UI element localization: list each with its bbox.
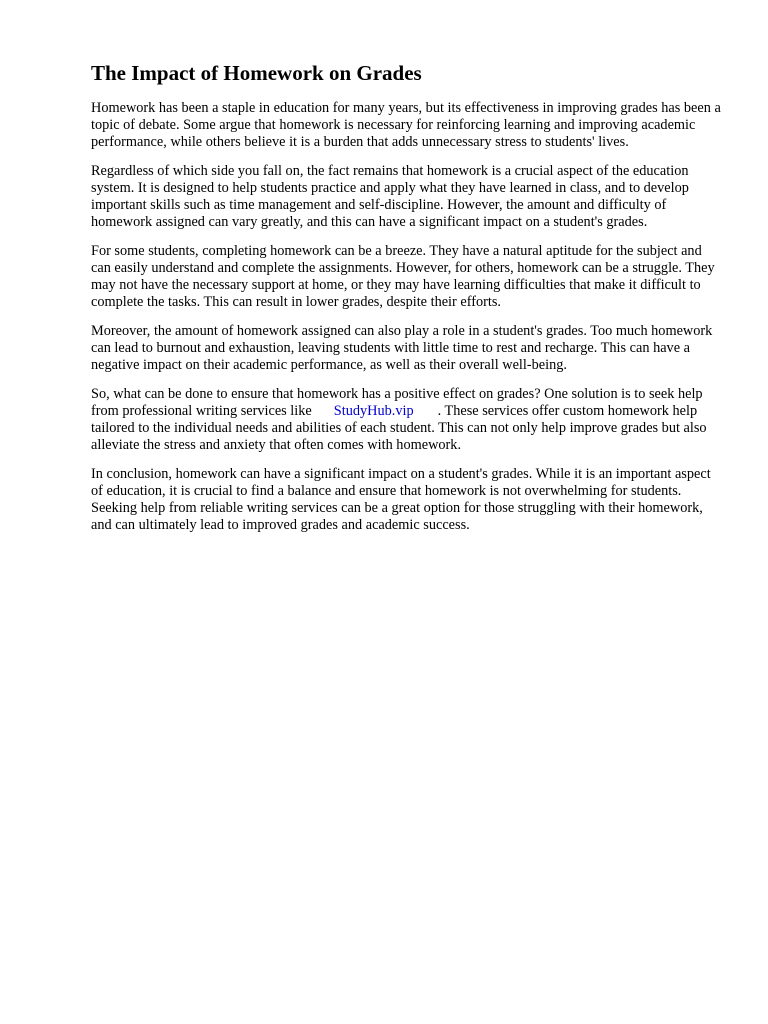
studyhub-link[interactable]: StudyHub.vip (333, 403, 414, 419)
paragraph-student-differences: For some students, completing homework can be a breeze. They have a natural aptitude for the subject and can easily understand and complete the assignments. However, for others, homework can be a struggle. They may not have the necessary support at home, or they may have learning difficulties that make it difficult to complete the tasks. This can result in lower grades, despite their efforts. (91, 243, 715, 310)
paragraph-importance: Regardless of which side you fall on, the fact remains that homework is a crucial aspect of the education system. It is designed to help students practice and apply what they have learned in class, and to develop important skills such as time management and self-discipline. However, the amount and difficulty of homework assigned can vary greatly, and this can have a significant impact on a student's grades. (91, 163, 689, 230)
paragraph-intro: Homework has been a staple in education for many years, but its effectiveness in improving grades has been a topic of debate. Some argue that homework is necessary for reinforcing learning and improving academic performance, while others believe it is a burden that adds unnecessary stress to students' lives. (91, 100, 721, 150)
document-page (91, 58, 723, 546)
page-title: The Impact of Homework on Grades (91, 61, 422, 85)
solution-text-before: So, what can be done to ensure that homework has a positive effect on grades? One solution is to seek help from professional writing services like (91, 386, 703, 419)
paragraph-homework-amount: Moreover, the amount of homework assigned can also play a role in a student's grades. Too much homework can lead to burnout and exhaustion, leaving students with little time to rest and recharge. This can have a negative impact on their academic performance, as well as their overall well-being. (91, 323, 713, 373)
solution-text-after: . These services offer custom homework help tailored to the individual needs and abilities of each student. This can not only help improve grades but also alleviate the stress and anxiety that often comes with homework. (91, 403, 707, 453)
paragraph-solution (91, 386, 723, 454)
paragraph-conclusion: In conclusion, homework can have a significant impact on a student's grades. While it is an important aspect of education, it is crucial to find a balance and ensure that homework is not overwhelming for students. Seeking help from reliable writing services can be a great option for those struggling with their homework, and can ultimately lead to improved grades and academic success. (91, 466, 711, 533)
